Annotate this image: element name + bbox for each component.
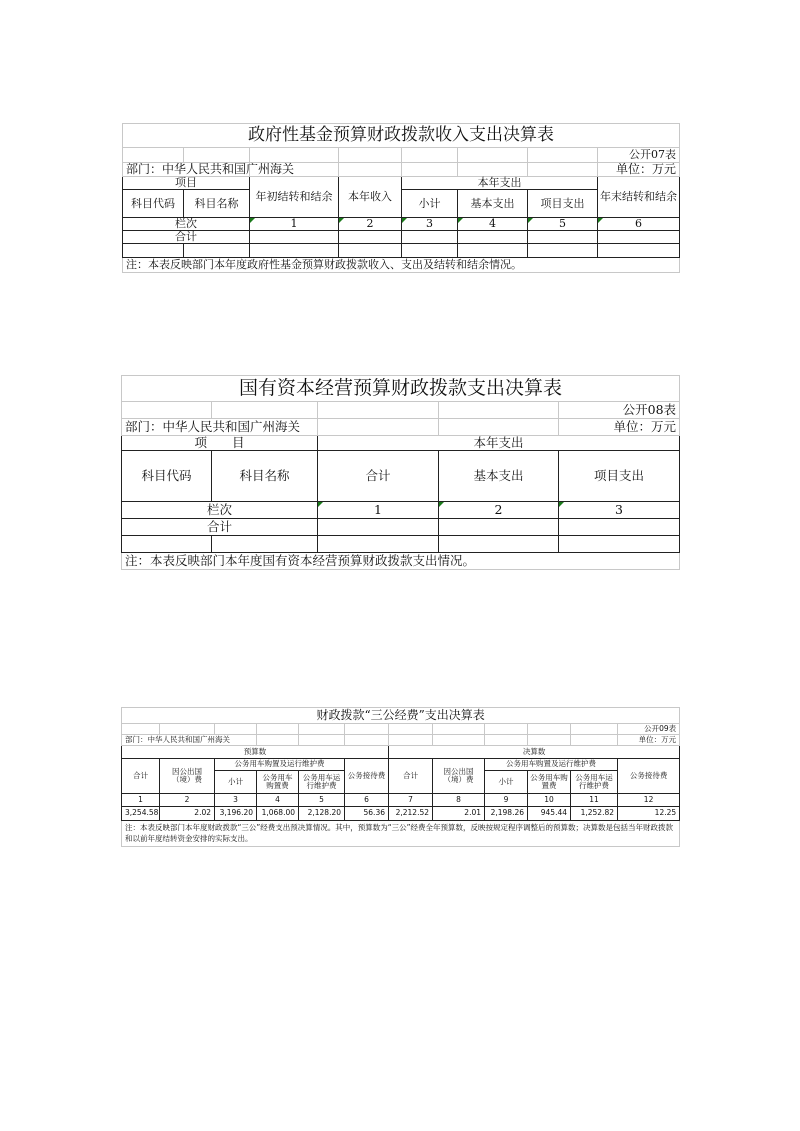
- row-column-number: 栏次: [122, 502, 318, 519]
- header-vehicle: 公务用车购置及运行维护费: [215, 759, 345, 771]
- header-reception: 公务接待费: [345, 759, 389, 794]
- header-reception: 公务接待费: [618, 759, 680, 794]
- header-vehicle: 公务用车购置及运行维护费: [485, 759, 618, 771]
- table-08-note: 注：本表反映部门本年度国有资本经营预算财政拨款支出情况。: [122, 553, 680, 570]
- value-cell: 2,128.20: [299, 807, 345, 821]
- header-purchase: 公务用车购置费: [257, 771, 299, 794]
- value-cell: 3,196.20: [215, 807, 257, 821]
- header-subtotal: 小计: [485, 771, 528, 794]
- table-09-title: 财政拨款“三公经费”支出决算表: [122, 708, 680, 724]
- header-expense: 本年支出: [318, 436, 680, 451]
- value-cell: 56.36: [345, 807, 389, 821]
- value-cell: 3,254.58: [122, 807, 160, 821]
- col-num: 11: [571, 794, 618, 807]
- value-cell: 1,252.82: [571, 807, 618, 821]
- table-08: [121, 375, 680, 570]
- header-subject-code: 科目代码: [122, 451, 212, 502]
- value-cell: 2.02: [160, 807, 215, 821]
- header-project: 项目支出: [528, 190, 598, 218]
- header-subtotal: 小计: [215, 771, 257, 794]
- table-08-code: 公开08表: [559, 402, 680, 419]
- table-08-title: 国有资本经营预算财政拨款支出决算表: [122, 376, 680, 402]
- table-09-department: 部门：中华人民共和国广州海关: [122, 735, 257, 746]
- header-total: 合计: [318, 451, 439, 502]
- col-num: 12: [618, 794, 680, 807]
- col-num: 1: [318, 502, 439, 519]
- header-item: 项 目: [122, 436, 318, 451]
- row-total: 合计: [123, 231, 250, 244]
- col-num: 2: [439, 502, 559, 519]
- col-num: 10: [528, 794, 571, 807]
- header-subject-name: 科目名称: [184, 190, 250, 218]
- header-project: 项目支出: [559, 451, 680, 502]
- table-09: [121, 707, 680, 847]
- col-num: 4: [257, 794, 299, 807]
- table-07-title: 政府性基金预算财政拨款收入支出决算表: [123, 124, 680, 148]
- header-item: 项目: [123, 177, 250, 190]
- table-08-department: 部门：中华人民共和国广州海关: [122, 419, 318, 436]
- header-subject-name: 科目名称: [212, 451, 318, 502]
- row-total: 合计: [122, 519, 318, 536]
- table-07-unit: 单位：万元: [598, 163, 680, 177]
- header-end-balance: 年末结转和结余: [598, 177, 680, 218]
- col-num: 1: [122, 794, 160, 807]
- header-total: 合计: [389, 759, 433, 794]
- col-num: 4: [458, 218, 528, 231]
- value-cell: 2,198.26: [485, 807, 528, 821]
- col-num: 3: [559, 502, 680, 519]
- header-basic: 基本支出: [458, 190, 528, 218]
- col-num: 9: [485, 794, 528, 807]
- header-total: 合计: [122, 759, 160, 794]
- header-begin-balance: 年初结转和结余: [250, 177, 339, 218]
- header-subtotal: 小计: [402, 190, 458, 218]
- table-07-note: 注：本表反映部门本年度政府性基金预算财政拨款收入、支出及结转和结余情况。: [123, 258, 680, 273]
- col-num: 3: [215, 794, 257, 807]
- table-07: [122, 123, 680, 273]
- value-cell: 2.01: [433, 807, 485, 821]
- col-num: 5: [299, 794, 345, 807]
- table-07-department: 部门：中华人民共和国广州海关: [123, 163, 250, 177]
- header-income: 本年收入: [339, 177, 402, 218]
- table-09-code: 公开09表: [618, 724, 680, 735]
- row-column-number: 栏次: [123, 218, 250, 231]
- value-cell: 12.25: [618, 807, 680, 821]
- header-operation: 公务用车运行维护费: [299, 771, 345, 794]
- header-abroad: 因公出国（境）费: [160, 759, 215, 794]
- col-num: 2: [160, 794, 215, 807]
- header-operation: 公务用车运行维护费: [571, 771, 618, 794]
- col-num: 8: [433, 794, 485, 807]
- col-num: 5: [528, 218, 598, 231]
- header-budget: 预算数: [122, 746, 389, 759]
- col-num: 7: [389, 794, 433, 807]
- header-abroad: 因公出国（境）费: [433, 759, 485, 794]
- value-cell: 2,212.52: [389, 807, 433, 821]
- col-num: 3: [402, 218, 458, 231]
- table-08-unit: 单位：万元: [559, 419, 680, 436]
- header-final: 决算数: [389, 746, 680, 759]
- header-subject-code: 科目代码: [123, 190, 184, 218]
- table-09-note: 注：本表反映部门本年度财政拨款“三公”经费支出预决算情况。其中，预算数为“三公”经费全年预算数，反映按规定程序调整后的预算数；决算数是包括当年财政拨款和以前年度结转资金安排的实际支出。: [122, 821, 680, 847]
- col-num: 6: [598, 218, 680, 231]
- header-purchase: 公务用车购置费: [528, 771, 571, 794]
- header-expense: 本年支出: [402, 177, 598, 190]
- header-basic: 基本支出: [439, 451, 559, 502]
- table-09-unit: 单位：万元: [618, 735, 680, 746]
- col-num: 1: [250, 218, 339, 231]
- value-cell: 945.44: [528, 807, 571, 821]
- col-num: 2: [339, 218, 402, 231]
- col-num: 6: [345, 794, 389, 807]
- table-07-code: 公开07表: [598, 148, 680, 163]
- value-cell: 1,068.00: [257, 807, 299, 821]
